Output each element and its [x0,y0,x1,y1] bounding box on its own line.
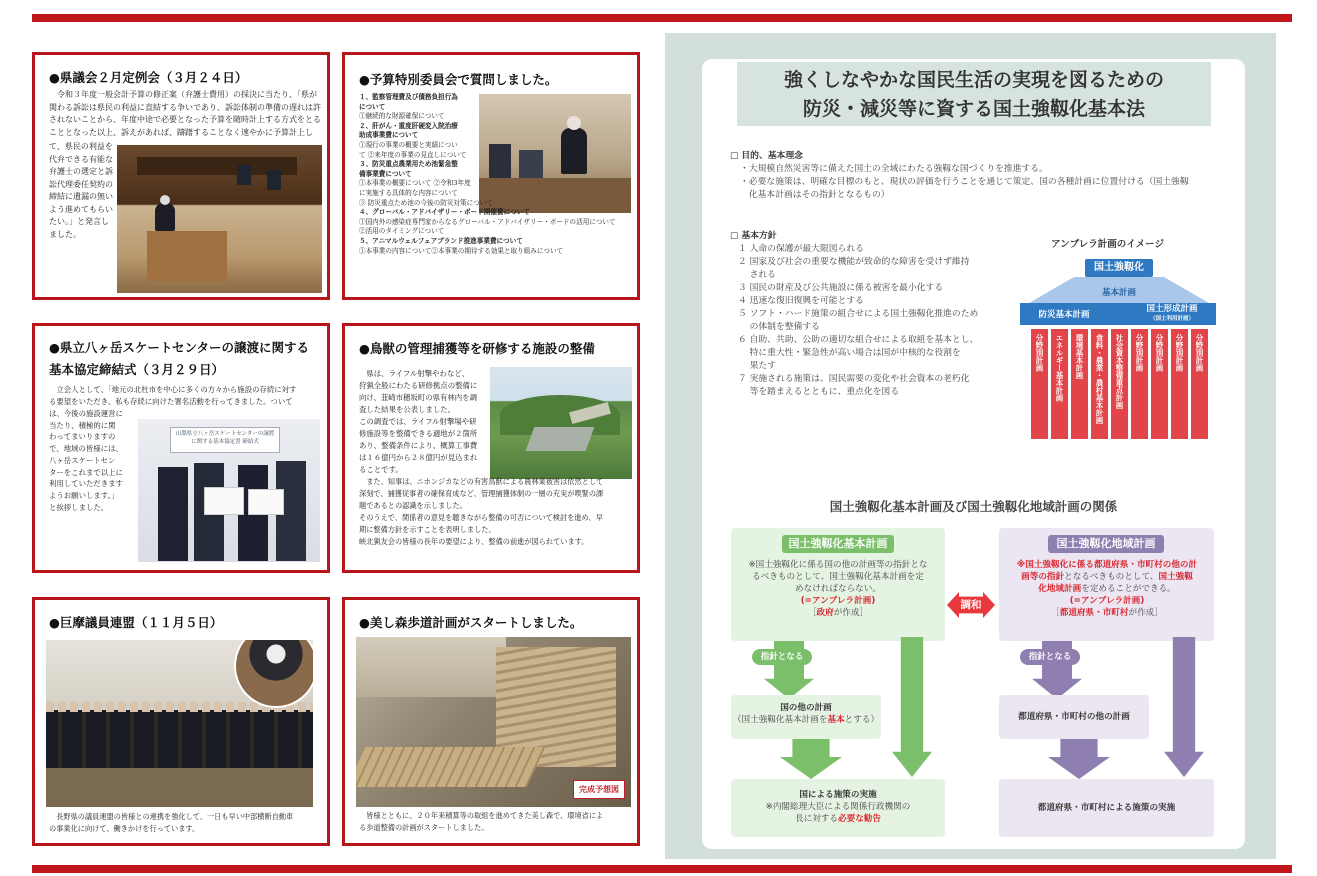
down-arrow-right [1048,739,1110,779]
box-title: ●美し森歩道計画がスタートしました。 [359,615,583,630]
box-body: また、知事は、ニホンジカなどの有害鳥獣による農林業被害は依然として 深刻で、捕獲従事者の確保育成など、管理捕獲体制の一層の充実が喫緊の課 題であるとの認識を示しました。 そのうえで、関係者の意見を聴きながら整備の可否について検討を進め、早 期に整備方針を示すことを表明しました。 峡北猟友会の皆様の長年の要望により、整備の前進が図られています。 [359,477,604,546]
relation-title: 国土強靱化基本計画及び国土強靱化地域計画の関係 [829,499,1118,514]
speaker-inset [234,640,313,708]
plan-column: 分野別計画 [1171,329,1188,439]
box-choujuu [342,323,640,573]
box-title: ●鳥獣の管理捕獲等を研修する施設の整備 [359,341,595,356]
box-side-text: は、今後の施設運営に 当たり、積極的に関 わってまいりますの で、地域の皆様には、 八ヶ岳スケートセン ターをこれまで以上に 利用していただきます ようお願いします。」 と挨拶しました。 [49,409,123,512]
box-title: ●県議会２月定例会（３月２４日） [49,70,248,85]
box-utsukushimori [342,597,640,846]
plan-column: 分野別計画 [1131,329,1148,439]
regional-plan-head: 国土強靱化地域計画 [1048,535,1164,553]
boardwalk-rendering [356,637,631,807]
box-body: 立会人として、「地元の北杜市を中心に多くの方々から施設の存続に対す る要望をいただき、私も存続に向けた署名活動を行ってきました。ついて [49,385,297,406]
umbrella-basic: 基本計画 [1101,288,1136,298]
box-koma [32,597,330,846]
bottom-red-bar [32,865,1292,873]
box-title: ●予算特別委員会で質問しました。 [359,72,558,87]
national-impl-text: 国による施策の実施 ※内閣総理大臣による関係行政機関の 長に対する必要な勧告 [765,790,911,824]
long-arrow-left [892,637,932,777]
plan-column: エネルギー基本計画 [1051,329,1068,439]
umbrella-left: 防災基本計画 [1038,310,1090,320]
plan-column: 分野別計画 [1151,329,1168,439]
umbrella-right: 国土形成計画 （国土利用計画） [1146,304,1198,322]
group-photo [46,640,313,807]
box-yosan [342,52,640,300]
basic-plan-text: ※国土強靱化に係る国の他の計画等の指針とな るべきものとして、国土強靱化基本計画を定 めなければならない。 (=アンブレラ計画) ［政府が作成］ [748,560,928,618]
other-plan-text: 国の他の計画 （国土強靱化基本計画を基本とする） [732,703,880,725]
umbrella-title: アンブレラ計画のイメージ [1051,239,1164,250]
regional-other-plan-text: 都道府県・市町村の他の計画 [1018,712,1130,722]
plan-column: 食料・農業・農村基本計画 [1091,329,1108,439]
box-title-line1: ●県立八ヶ岳スケートセンターの譲渡に関する [49,340,310,355]
box-side-text: 県は、ライフル射撃やわなど、 狩猟全般にわたる研修拠点の整備に 向け、韮崎市穂坂町の県有林内を調 査した結果を公表しました。 この調査では、ライフル射撃場や研 修施設等を整備できる適地が２箇所 あり、整備条件により、概算工事費 は１６億円から２８億円が見込まれ ることです。 [359,369,478,474]
top-red-bar [32,14,1292,22]
down-arrow-left [780,739,842,779]
policy-section: □ 基本方針 １ 人命の保護が最大限図られる ２ 国家及び社会の重要な機能が致命的な障害を受けず維持 される ３ 国民の財産及び公共施設に係る被害を最小化する ４ 迅速な復旧復興を可能とする ５ ソフト・ハード施策の組合せによる国土強靱化推進のため の体制を整備する ６ 自助、共助、公助の適切な組合せによる取組を基本とし、 特に重大性・緊急性が高い場合は国が中核的な役割を 果たす ７ 実施される施策は、国民需要の変化や社会資本の老朽化 等を踏まえるとともに、重点化を図る [730,231,979,397]
long-arrow-right [1164,637,1204,777]
kokudo-panel [665,33,1276,859]
box-body: 令和３年度一般会計予算の修正案（弁護士費用）の採決に当たり、「県が 関わる訴訟は県民の利益に直結する争いであり、訴訟体制の準備の遅れは許 されないことから、年度中途で必要となった予算を随時計上する方式をとる こととなった以上、訴えがあれば、躊躇することなく速やかに予算計上し [49,90,321,137]
purpose-section: □ 目的、基本理念 ・大規模自然災害等に備えた国土の全域にわたる強靱な国づくりを推進する。 ・必要な施策は、明確な目標のもと、現状の評価を行うことを通じて策定、国の各種計画に位置付ける（国土強靱 化基本計画はその指針となるもの） [730,151,1189,200]
plan-column: 分野別計画 [1191,329,1208,439]
box-body: 皆様とともに、２０年来積算等の取組を進めてきた美し森で、環境省によ る歩道整備の計画がスタートしました。 [359,811,604,832]
guideline-pill: 指針となる [1020,649,1080,665]
signing-photo [138,419,320,562]
regional-plan-text: ※国土強靱化に係る都道府県・市町村の他の計 画等の指針となるべきものとして、国土強靱 化地域計画を定めることができる。 (=アンブレラ計画) ［都道府県・市町村が作成］ [1016,560,1198,618]
law-title: 強くしなやかな国民生活の実現を図るための 防災・減災等に資する国土強靱化基本法 [737,62,1211,126]
basic-plan-head: 国土強靱化基本計画 [782,535,894,553]
box-title-line2: 基本協定締結式（３月２９日） [49,362,225,377]
facility-rendering [490,367,632,479]
kokudo-panel-inner [702,59,1245,849]
box-body: 長野県の議員連盟の皆様との連携を強化して、一日も早い中部横断自動車 の事業化に向けて、働きかけを行っています。 [49,812,294,833]
harmony-label: 調和 [960,599,982,611]
photo-banner: 山梨県立八ヶ岳スケートセンターの譲渡に関する基本協定書 締結式 [170,427,280,453]
box-skate-center [32,323,330,573]
box-title: ●巨摩議員連盟（１１月５日） [49,615,223,630]
guideline-pill: 指針となる [752,649,812,665]
completion-badge: 完成予想図 [573,780,625,799]
box-kengikai [32,52,330,300]
plan-column: 分野別計画 [1031,329,1048,439]
umbrella-top: 国土強靱化 [1085,259,1153,277]
plan-column: 環境基本計画 [1071,329,1088,439]
plan-column: 社会資本整備重点計画 [1111,329,1128,439]
box-side-text: て、県民の利益を 代弁できる有能な 弁護士の選定と訴 訟代理委任契約の 締結に遺漏の無い よう進めてもらい たい。」と発言し ました。 [49,142,113,239]
assembly-photo [117,145,322,293]
question-list: １、監察管理費及び債務負担行為 について ①継続的な財源確保について ２、肝がん・重度肝硬変入院治療 助成事業費について ①現行の事業の概要と実績につい て ②来年度の事業の見直しについて ３、防災重点農業用ため池緊急整 備事業費について ①本事業の概要について ②令和3年度 に実施する具体的な内容について ③ 防災重点ため池の今後の防災対策について ４、グローバル・アドバイザリー・ボード開催費について ①国内外の感染症専門家からなるグローバル・アドバイザリー・ボードの活用について ②活用のタイミングについて ５、アニマルウェルフェアブランド推進事業費について ①本事業の内容について②本事業の期待する効果と取り組みについて [359,93,616,255]
regional-impl-text: 都道府県・市町村による施策の実施 [1037,803,1176,813]
